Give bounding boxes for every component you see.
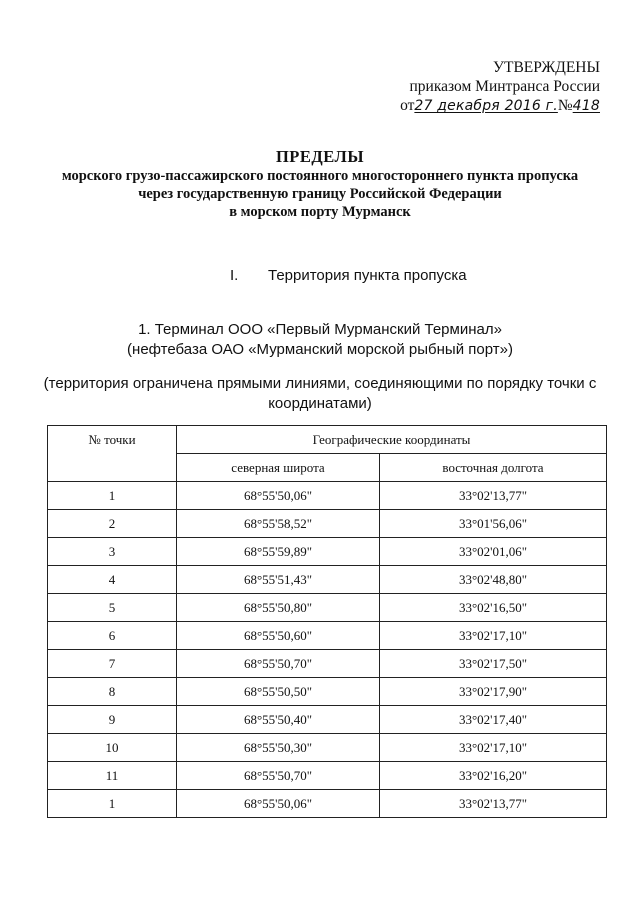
terminal-line-1: 1. Терминал ООО «Первый Мурманский Терминал» <box>138 321 502 338</box>
longitude-cell: 33°02'17,10" <box>380 734 607 762</box>
approval-order-line: приказом Минтранса России <box>409 78 600 95</box>
coordinates-table <box>47 425 607 818</box>
point-number: 1 <box>48 790 177 818</box>
latitude-cell: 68°55'50,70" <box>177 762 380 790</box>
table-row <box>48 734 607 762</box>
column-header-latitude: северная широта <box>177 454 380 482</box>
handwritten-number: 418 <box>572 98 600 114</box>
table-row <box>48 790 607 818</box>
longitude-cell: 33°02'13,77" <box>380 790 607 818</box>
handwritten-date: 27 декабря 2016 г. <box>414 98 558 114</box>
table-row <box>48 594 607 622</box>
latitude-cell: 68°55'50,80" <box>177 594 380 622</box>
latitude-cell: 68°55'59,89" <box>177 538 380 566</box>
number-prefix: № <box>557 97 573 114</box>
longitude-cell: 33°02'16,20" <box>380 762 607 790</box>
point-number: 4 <box>48 566 177 594</box>
longitude-cell: 33°02'17,50" <box>380 650 607 678</box>
longitude-cell: 33°02'01,06" <box>380 538 607 566</box>
terminal-heading <box>0 320 640 360</box>
point-number: 6 <box>48 622 177 650</box>
table-row <box>48 510 607 538</box>
latitude-cell: 68°55'50,60" <box>177 622 380 650</box>
terminal-line-2: (нефтебаза ОАО «Мурманский морской рыбный порт») <box>127 341 513 358</box>
latitude-cell: 68°55'50,06" <box>177 482 380 510</box>
approval-date-line <box>380 96 600 116</box>
latitude-cell: 68°55'50,70" <box>177 650 380 678</box>
table-row <box>48 762 607 790</box>
document-title <box>0 147 640 221</box>
point-number: 8 <box>48 678 177 706</box>
approval-block <box>380 58 600 116</box>
longitude-cell: 33°02'16,50" <box>380 594 607 622</box>
point-number: 11 <box>48 762 177 790</box>
column-header-coordinates: Географические координаты <box>177 426 607 454</box>
title-main: ПРЕДЕЛЫ <box>275 147 365 166</box>
table-row <box>48 538 607 566</box>
table-row <box>48 622 607 650</box>
latitude-cell: 68°55'50,30" <box>177 734 380 762</box>
territory-note: (территория ограничена прямыми линиями, соединяющими по порядку точки с координатами) <box>43 375 597 412</box>
column-header-longitude: восточная долгота <box>380 454 607 482</box>
longitude-cell: 33°02'48,80" <box>380 566 607 594</box>
section-label: Территория пункта пропуска <box>268 267 467 284</box>
longitude-cell: 33°01'56,06" <box>380 510 607 538</box>
point-number: 2 <box>48 510 177 538</box>
table-row <box>48 678 607 706</box>
latitude-cell: 68°55'50,40" <box>177 706 380 734</box>
approval-heading: УТВЕРЖДЕНЫ <box>493 59 600 76</box>
point-number: 5 <box>48 594 177 622</box>
longitude-cell: 33°02'17,40" <box>380 706 607 734</box>
title-line-2: через государственную границу Российской Федерации <box>138 186 502 202</box>
latitude-cell: 68°55'51,43" <box>177 566 380 594</box>
longitude-cell: 33°02'17,90" <box>380 678 607 706</box>
longitude-cell: 33°02'13,77" <box>380 482 607 510</box>
point-number: 10 <box>48 734 177 762</box>
point-number: 3 <box>48 538 177 566</box>
column-header-point: № точки <box>48 426 177 482</box>
table-row <box>48 650 607 678</box>
table-row <box>48 482 607 510</box>
section-number: I. <box>230 267 239 284</box>
title-line-3: в морском порту Мурманск <box>229 204 411 220</box>
section-heading <box>230 267 467 284</box>
longitude-cell: 33°02'17,10" <box>380 622 607 650</box>
date-prefix: от <box>400 97 415 114</box>
latitude-cell: 68°55'50,50" <box>177 678 380 706</box>
latitude-cell: 68°55'50,06" <box>177 790 380 818</box>
latitude-cell: 68°55'58,52" <box>177 510 380 538</box>
point-number: 1 <box>48 482 177 510</box>
title-line-1: морского грузо-пассажирского постоянного многостороннего пункта пропуска <box>61 168 579 184</box>
table-row <box>48 706 607 734</box>
point-number: 9 <box>48 706 177 734</box>
point-number: 7 <box>48 650 177 678</box>
table-row <box>48 566 607 594</box>
